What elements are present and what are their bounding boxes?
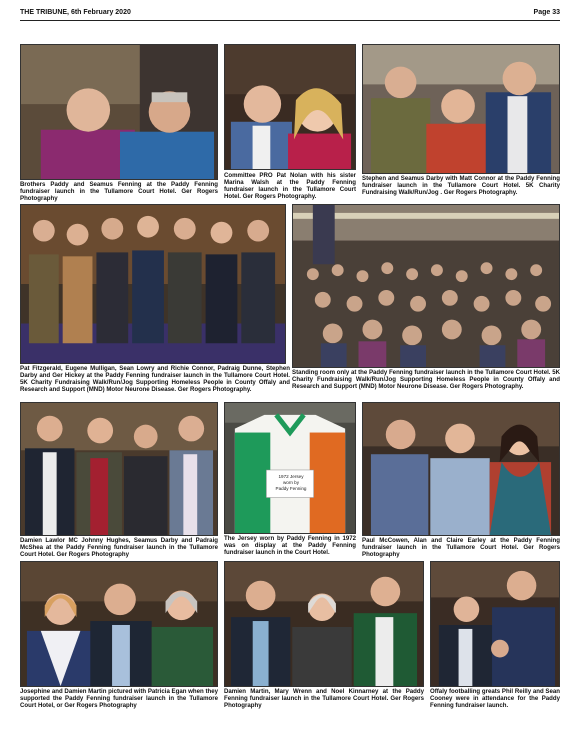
page-header [20, 6, 560, 20]
photo-jersey [224, 402, 356, 534]
caption-pat-group: Pat Fitzgerald, Eugene Mulligan, Sean Lowry and Richie Connor, Padraig Dunne, Stephen Darby and Ger Hickey at the Paddy Fenning fundraiser launch in the Tullamore Court Hotel. 5K Charity Fundraising Walk/Run/Jog Supporting Homeless People in County Offaly and Research and Support (MND) Motor Neurone Disease. Ger Rogers Photography. [20, 365, 290, 393]
jersey-label-line1: 1972 Jersey [278, 474, 304, 479]
photo-offaly [430, 561, 560, 687]
caption-stephen: Stephen and Seamus Darby with Matt Connor at the Paddy Fenning fundraiser launch in the Tullamore Court Hotel. 5K Charity Fundraising Walk/Run/Jog . Ger Rogers Photography. [362, 175, 560, 196]
photo-brothers [20, 44, 218, 180]
caption-brothers: Brothers Paddy and Seamus Fenning at the Paddy Fenning fundraiser launch in the Tullamore Court Hotel. Ger Rogers Photography [20, 181, 218, 202]
caption-jersey: The Jersey worn by Paddy Fenning in 1972 was on display at the Paddy Fenning fundraiser launch in the Court Hotel. [224, 535, 356, 556]
photo-paul [362, 402, 560, 536]
page-number: Page 33 [533, 9, 560, 16]
caption-standing-room: Standing room only at the Paddy Fenning fundraiser launch in the Tullamore Court Hotel. 5K Charity Fundraising Walk/Run/Jog Supporting Homeless People in County Offaly and Research and Support (MND) Motor Neurone Disease. Ger Rogers Photography. [292, 369, 560, 390]
caption-offaly: Offaly footballing greats Phil Reilly and Sean Cooney were in attendance for the Paddy Fenning fundraiser launch. [430, 688, 560, 709]
photo-committee [224, 44, 356, 170]
caption-paul: Paul McCowen, Alan and Claire Earley at the Paddy Fenning fundraiser launch in the Tullamore Court Hotel. Ger Rogers Photography [362, 537, 560, 558]
caption-committee: Committee PRO Pat Nolan with his sister Marina Walsh at the Paddy Fenning fundraiser launch in the Tullamore Court Hotel. Ger Rogers Photography. [224, 172, 356, 200]
caption-damien-martin: Damien Martin, Mary Wrenn and Noel Kinnarney at the Paddy Fenning fundraiser launch in the Tullamore Court Hotel. Ger Rogers Photography [224, 688, 424, 709]
photo-pat-group [20, 204, 286, 364]
header-rule [20, 20, 560, 21]
publication-date: THE TRIBUNE, 6th February 2020 [20, 9, 131, 16]
photo-damien-martin [224, 561, 424, 687]
photo-josephine [20, 561, 218, 687]
photo-stephen [362, 44, 560, 174]
caption-josephine: Josephine and Damien Martin pictured with Patricia Egan when they supported the Paddy Fenning fundraiser launch in the Tullamore Court Hotel, or Ger Rogers Photography [20, 688, 218, 709]
jersey-label [267, 471, 315, 499]
jersey-label-line3: Paddy Fenning [275, 486, 307, 491]
photo-damien-lawlor [20, 402, 218, 536]
photo-standing-room [292, 204, 560, 368]
caption-damien-lawlor: Damien Lawlor MC Johnny Hughes, Seamus Darby and Padraig McShea at the Paddy Fenning fundraiser launch in the Tullamore Court Hotel. Ger Rogers Photography [20, 537, 218, 558]
jersey-label-line2: worn by [282, 480, 300, 485]
